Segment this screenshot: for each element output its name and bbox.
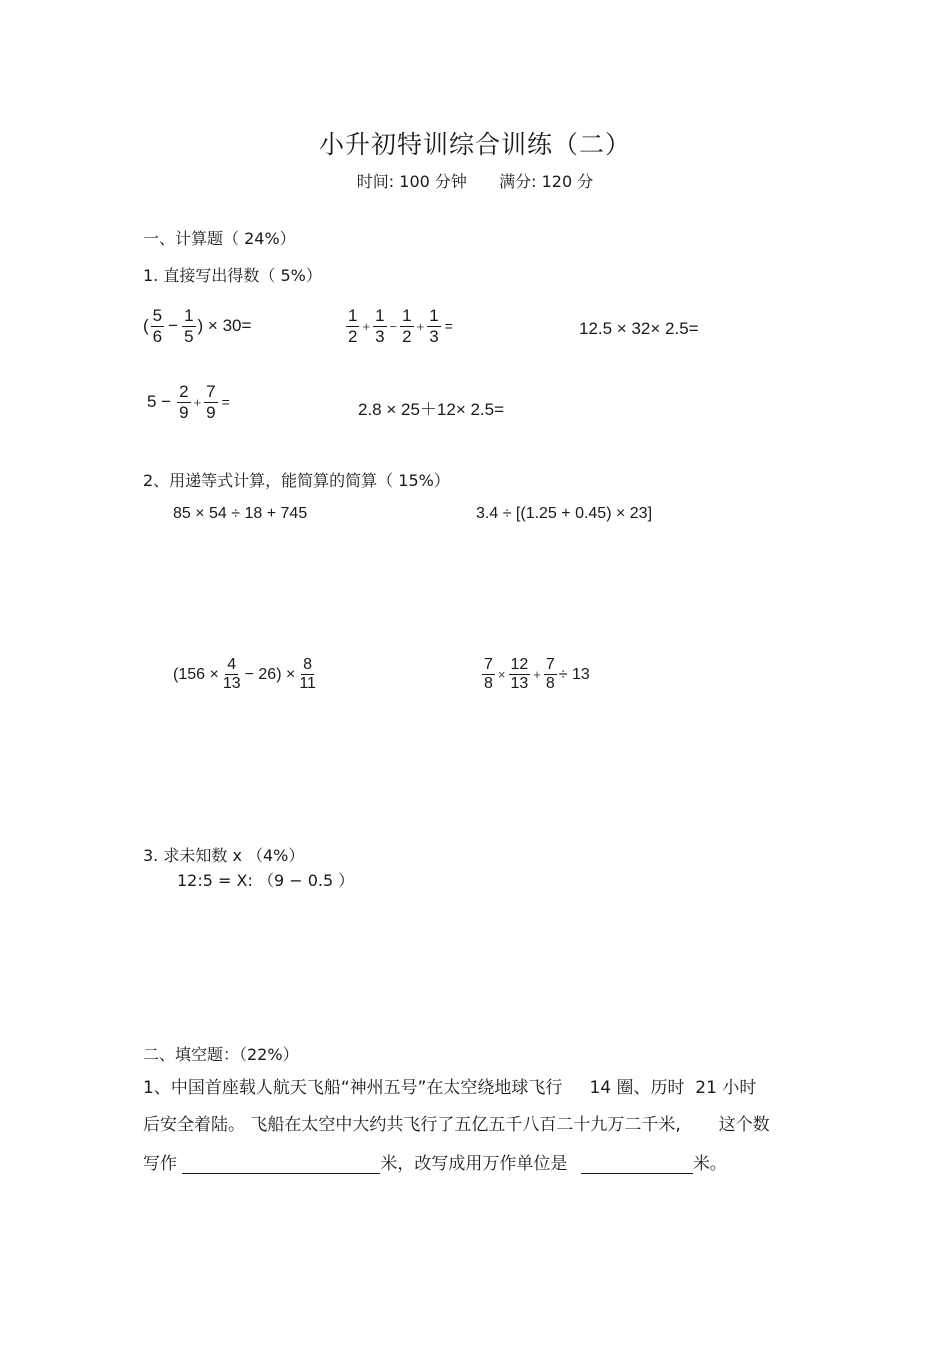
s2-q1-line1: 1、中国首座载人航天飞船“神州五号”在太空绕地球飞行 14 圈、历时 21 小时 xyxy=(143,1078,757,1098)
q2-heading: 2、用递等式计算，能简算的简算（ 15%） xyxy=(143,471,450,490)
q2-item-a: 85 × 54 ÷ 18 + 745 xyxy=(173,505,308,522)
minus-sign: − xyxy=(389,318,398,334)
fraction: $\frac{7}{8}$ xyxy=(484,656,493,693)
fraction: $\frac{2}{9}$ xyxy=(179,382,189,422)
fraction: $\frac{7}{9}$ xyxy=(206,382,216,422)
expression-tail: ) × 30= xyxy=(197,316,252,336)
fraction: $\frac{1}{5}$ xyxy=(184,306,194,346)
fraction: $\frac{5}{6}$ xyxy=(152,306,163,346)
expression-middle: − 26) × xyxy=(244,665,296,683)
q2-item-b: 3.4 ÷ [(1.25 + 0.45) × 23] xyxy=(476,505,653,522)
s2-q1-line3 xyxy=(143,1149,727,1174)
plus-sign: + xyxy=(193,394,202,410)
expression-lead: 5 − xyxy=(147,392,172,412)
section2-heading: 二、填空题：（22%） xyxy=(143,1045,299,1064)
answer-blank-2[interactable] xyxy=(581,1153,693,1174)
expression-tail: ÷ 13 xyxy=(558,665,590,683)
plus-sign: + xyxy=(533,667,541,683)
fraction: $\frac{7}{8}$ xyxy=(545,656,555,693)
expression-lead: (156 × xyxy=(173,665,219,683)
time-value: 100 分钟 xyxy=(399,172,467,191)
plus-sign: + xyxy=(362,318,371,334)
q2-item-d xyxy=(480,656,590,694)
q1-item-a xyxy=(143,306,251,346)
fraction: $\frac{4}{13}$ xyxy=(222,656,241,693)
section1-heading: 一、计算题（ 24%） xyxy=(143,229,296,248)
times-sign: × xyxy=(497,667,506,683)
plus-sign: + xyxy=(416,318,425,334)
minus-sign: − xyxy=(168,316,179,336)
fraction: $\frac{8}{11}$ xyxy=(299,656,316,693)
fraction: $\frac{1}{3}$ xyxy=(429,306,439,346)
s2-q1-line2: 后安全着陆。 飞船在太空中大约共飞行了五亿五千八百二十九万二千米, 这个数 xyxy=(143,1115,770,1135)
q1-item-c: 12.5 × 32× 2.5= xyxy=(579,319,699,338)
fraction: $\frac{12}{13}$ xyxy=(510,656,529,693)
equals-sign: = xyxy=(221,394,230,411)
paren-open: ( xyxy=(143,316,149,336)
fraction: $\frac{1}{2}$ xyxy=(348,306,358,346)
fraction: $\frac{1}{2}$ xyxy=(402,306,412,346)
answer-blank-1[interactable] xyxy=(182,1153,380,1174)
score-label: 满分: xyxy=(499,172,537,191)
exam-info xyxy=(0,169,950,192)
line3-suffix: 米。 xyxy=(692,1154,727,1174)
q1-item-e: 2.8 × 25＋12× 2.5= xyxy=(358,400,505,419)
page-title: 小升初特训综合训练（二） xyxy=(318,130,631,159)
score-value: 120 分 xyxy=(541,172,594,191)
q1-heading: 1. 直接写出得数（ 5%） xyxy=(143,266,322,285)
q3-equation: 12:5 = X: （9 − 0.5 ） xyxy=(177,871,355,890)
q3-heading: 3. 求未知数 x （4%） xyxy=(143,846,305,865)
line3-middle: 米，改写成用万作单位是 xyxy=(380,1154,568,1174)
line3-prefix: 写作 xyxy=(143,1154,177,1174)
time-label: 时间: xyxy=(356,172,395,191)
q1-item-b xyxy=(344,306,455,346)
q1-item-d xyxy=(147,382,232,422)
equals-sign: = xyxy=(444,318,453,335)
fraction: $\frac{1}{3}$ xyxy=(375,306,385,346)
q2-item-c xyxy=(173,656,320,694)
